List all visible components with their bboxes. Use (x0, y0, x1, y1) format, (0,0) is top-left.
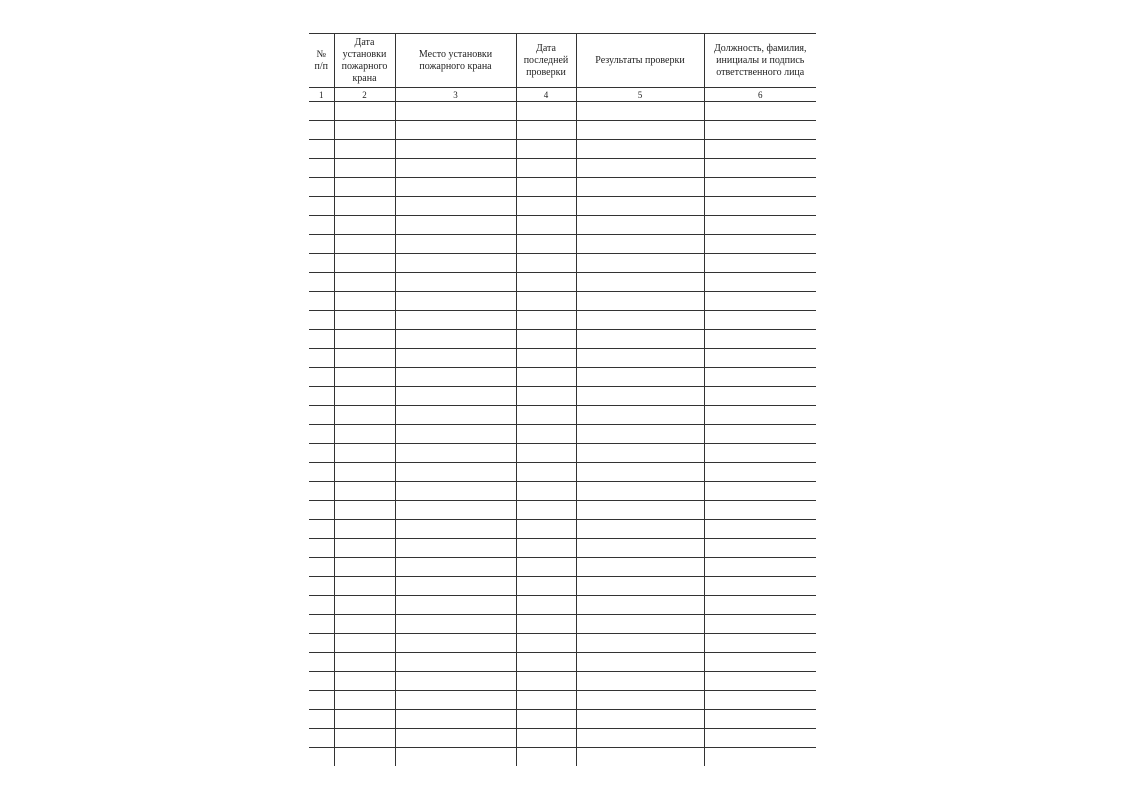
table-cell (395, 235, 516, 254)
table-cell (395, 216, 516, 235)
table-row (309, 520, 816, 539)
table-cell (334, 596, 395, 615)
table-cell (395, 330, 516, 349)
table-cell (704, 159, 816, 178)
table-cell (334, 710, 395, 729)
table-cell (704, 577, 816, 596)
table-cell (576, 140, 704, 159)
table-cell (334, 729, 395, 748)
table-cell (309, 615, 334, 634)
table-cell (395, 653, 516, 672)
table-row (309, 482, 816, 501)
table-cell (576, 653, 704, 672)
header-cell-installation-date (334, 34, 395, 88)
column-number: 6 (704, 88, 816, 102)
table-row (309, 178, 816, 197)
table-cell (516, 444, 576, 463)
table-cell (516, 615, 576, 634)
table-cell (395, 102, 516, 121)
table-cell (576, 482, 704, 501)
table-cell (576, 577, 704, 596)
table-cell (516, 634, 576, 653)
table-cell (334, 273, 395, 292)
table-cell (395, 710, 516, 729)
table-cell (704, 273, 816, 292)
table-cell (576, 254, 704, 273)
table-cell (309, 672, 334, 691)
table-cell (309, 406, 334, 425)
table-cell (395, 368, 516, 387)
table-cell (516, 368, 576, 387)
table-cell (516, 729, 576, 748)
table-row (309, 748, 816, 767)
header-label: Дата установки пожарного крана (341, 36, 388, 84)
table-cell (576, 444, 704, 463)
table-cell (309, 159, 334, 178)
table-cell (334, 387, 395, 406)
table-cell (309, 634, 334, 653)
table-row (309, 729, 816, 748)
table-cell (516, 501, 576, 520)
table-cell (309, 102, 334, 121)
table-cell (576, 710, 704, 729)
table-cell (334, 102, 395, 121)
table-cell (334, 520, 395, 539)
table-cell (395, 121, 516, 140)
table-cell (704, 444, 816, 463)
table-cell (395, 387, 516, 406)
table-cell (334, 444, 395, 463)
table-cell (395, 159, 516, 178)
table-cell (516, 197, 576, 216)
table-cell (395, 615, 516, 634)
table-row (309, 121, 816, 140)
table-cell (704, 729, 816, 748)
column-number: 4 (516, 88, 576, 102)
table-cell (704, 672, 816, 691)
table-cell (334, 159, 395, 178)
table-cell (395, 539, 516, 558)
table-cell (576, 349, 704, 368)
table-cell (309, 482, 334, 501)
table-cell (395, 558, 516, 577)
table-cell (704, 349, 816, 368)
table-cell (516, 178, 576, 197)
table-cell (309, 235, 334, 254)
table-cell (576, 102, 704, 121)
table-cell (576, 311, 704, 330)
table-cell (516, 140, 576, 159)
table-cell (334, 482, 395, 501)
table-row (309, 311, 816, 330)
table-cell (704, 102, 816, 121)
table-row (309, 254, 816, 273)
table-cell (334, 634, 395, 653)
table-cell (576, 520, 704, 539)
header-cell-check-results (576, 34, 704, 88)
table-cell (309, 729, 334, 748)
table-cell (395, 501, 516, 520)
header-cell-responsible-person (704, 34, 816, 88)
table-cell (516, 159, 576, 178)
table-cell (576, 368, 704, 387)
table-cell (576, 425, 704, 444)
table-cell (576, 596, 704, 615)
table-cell (704, 121, 816, 140)
table-cell (334, 463, 395, 482)
table-cell (576, 387, 704, 406)
table-cell (309, 558, 334, 577)
table-cell (309, 197, 334, 216)
table-cell (309, 349, 334, 368)
table-cell (395, 273, 516, 292)
table-row (309, 216, 816, 235)
table-cell (309, 121, 334, 140)
table-cell (704, 596, 816, 615)
table-cell (516, 349, 576, 368)
table-row (309, 672, 816, 691)
table-cell (576, 539, 704, 558)
table-cell (704, 406, 816, 425)
table-cell (704, 463, 816, 482)
table-cell (516, 330, 576, 349)
table-row (309, 463, 816, 482)
header-label: Дата последней проверки (523, 42, 569, 78)
table-row (309, 368, 816, 387)
table-body (309, 102, 816, 767)
table-cell (516, 425, 576, 444)
table-cell (395, 197, 516, 216)
table-cell (704, 425, 816, 444)
table-row (309, 197, 816, 216)
table-cell (516, 235, 576, 254)
table-cell (576, 216, 704, 235)
column-number: 1 (309, 88, 334, 102)
table-cell (334, 748, 395, 767)
table-cell (576, 178, 704, 197)
table-cell (704, 539, 816, 558)
table-cell (576, 729, 704, 748)
table-cell (576, 292, 704, 311)
column-header-row (309, 34, 816, 88)
table-cell (334, 330, 395, 349)
table-cell (704, 482, 816, 501)
table-row (309, 406, 816, 425)
table-row (309, 501, 816, 520)
table-cell (395, 596, 516, 615)
column-number: 2 (334, 88, 395, 102)
table-cell (516, 558, 576, 577)
table-row (309, 710, 816, 729)
table-cell (334, 235, 395, 254)
table-cell (516, 102, 576, 121)
table-cell (395, 691, 516, 710)
table-cell (704, 653, 816, 672)
table-cell (516, 463, 576, 482)
table-cell (704, 235, 816, 254)
table-cell (704, 197, 816, 216)
table-cell (576, 691, 704, 710)
table-cell (334, 178, 395, 197)
table-cell (334, 672, 395, 691)
table-row (309, 140, 816, 159)
table-row (309, 273, 816, 292)
header-label: Результаты проверки (595, 54, 685, 66)
table-cell (309, 463, 334, 482)
table-cell (516, 254, 576, 273)
table-cell (516, 273, 576, 292)
table-cell (704, 558, 816, 577)
table-cell (704, 140, 816, 159)
table-cell (395, 463, 516, 482)
table-cell (309, 653, 334, 672)
table-cell (576, 501, 704, 520)
table-cell (395, 178, 516, 197)
header-cell-last-check-date (516, 34, 576, 88)
table-cell (395, 140, 516, 159)
table-cell (395, 444, 516, 463)
table-cell (334, 653, 395, 672)
table-row (309, 349, 816, 368)
header-label: Должность, фамилия, инициалы и подпись ответственного лица (713, 42, 807, 78)
table-cell (309, 140, 334, 159)
table-cell (704, 292, 816, 311)
table-cell (576, 615, 704, 634)
table-cell (516, 311, 576, 330)
table-row (309, 235, 816, 254)
table-cell (309, 330, 334, 349)
table-cell (395, 577, 516, 596)
table-cell (395, 311, 516, 330)
table-cell (309, 292, 334, 311)
table-cell (334, 197, 395, 216)
fire-hydrant-inspection-log-table (309, 33, 816, 766)
column-number-row (309, 88, 816, 102)
table-cell (334, 425, 395, 444)
table-cell (516, 710, 576, 729)
table-cell (576, 159, 704, 178)
table-row (309, 425, 816, 444)
table-cell (516, 748, 576, 767)
table-cell (334, 254, 395, 273)
table-cell (334, 577, 395, 596)
table-cell (576, 197, 704, 216)
table-cell (334, 292, 395, 311)
table-row (309, 653, 816, 672)
table-cell (309, 311, 334, 330)
table-cell (334, 615, 395, 634)
table-cell (334, 691, 395, 710)
table-cell (704, 254, 816, 273)
table-cell (576, 121, 704, 140)
table-cell (704, 330, 816, 349)
table-row (309, 444, 816, 463)
table-cell (309, 539, 334, 558)
table-cell (704, 615, 816, 634)
table-cell (516, 387, 576, 406)
table-cell (309, 178, 334, 197)
table-cell (576, 558, 704, 577)
table-cell (395, 672, 516, 691)
table-cell (309, 691, 334, 710)
table-cell (309, 520, 334, 539)
table-cell (334, 558, 395, 577)
table-cell (395, 254, 516, 273)
table-cell (704, 368, 816, 387)
column-number: 5 (576, 88, 704, 102)
table-cell (309, 368, 334, 387)
table-row (309, 691, 816, 710)
table-cell (576, 634, 704, 653)
table-cell (395, 729, 516, 748)
table-cell (704, 216, 816, 235)
table-cell (309, 748, 334, 767)
table-cell (309, 425, 334, 444)
table-cell (309, 387, 334, 406)
table-cell (576, 463, 704, 482)
table-cell (395, 520, 516, 539)
table-cell (516, 596, 576, 615)
table-row (309, 102, 816, 121)
table-cell (516, 653, 576, 672)
header-cell-installation-place (395, 34, 516, 88)
table-cell (704, 387, 816, 406)
table-row (309, 330, 816, 349)
table-cell (516, 482, 576, 501)
table-cell (309, 254, 334, 273)
table-cell (309, 216, 334, 235)
table-cell (516, 520, 576, 539)
table-cell (395, 406, 516, 425)
table-cell (576, 235, 704, 254)
table-cell (704, 710, 816, 729)
table-cell (516, 406, 576, 425)
table-cell (334, 368, 395, 387)
table-cell (334, 216, 395, 235)
table-cell (704, 634, 816, 653)
table-cell (395, 349, 516, 368)
table-cell (516, 672, 576, 691)
table-cell (395, 748, 516, 767)
table-row (309, 539, 816, 558)
table-cell (395, 292, 516, 311)
table-cell (516, 292, 576, 311)
table-cell (395, 425, 516, 444)
table-row (309, 596, 816, 615)
header-label: № п/п (314, 48, 328, 72)
column-number: 3 (395, 88, 516, 102)
table-row (309, 159, 816, 178)
table-cell (395, 482, 516, 501)
table-cell (395, 634, 516, 653)
table-cell (576, 273, 704, 292)
table-cell (576, 406, 704, 425)
table-cell (334, 121, 395, 140)
table-cell (576, 748, 704, 767)
table-cell (309, 501, 334, 520)
table-cell (309, 577, 334, 596)
table-cell (334, 539, 395, 558)
table-cell (704, 178, 816, 197)
table-cell (334, 501, 395, 520)
table-cell (704, 501, 816, 520)
table-cell (334, 349, 395, 368)
table-cell (309, 273, 334, 292)
table-cell (576, 330, 704, 349)
table-cell (516, 216, 576, 235)
table-cell (516, 121, 576, 140)
table-row (309, 577, 816, 596)
table-cell (334, 311, 395, 330)
table-cell (704, 311, 816, 330)
table-cell (704, 520, 816, 539)
table-row (309, 615, 816, 634)
table-cell (309, 444, 334, 463)
header-cell-number (309, 34, 334, 88)
table-cell (704, 748, 816, 767)
table-cell (576, 672, 704, 691)
table-row (309, 292, 816, 311)
table-cell (334, 140, 395, 159)
table-cell (516, 539, 576, 558)
table-row (309, 387, 816, 406)
table-row (309, 558, 816, 577)
table-cell (516, 577, 576, 596)
table-cell (516, 691, 576, 710)
table-row (309, 634, 816, 653)
table-cell (334, 406, 395, 425)
table-cell (704, 691, 816, 710)
table-cell (309, 710, 334, 729)
header-label: Место установки пожарного крана (418, 48, 493, 72)
table-cell (309, 596, 334, 615)
